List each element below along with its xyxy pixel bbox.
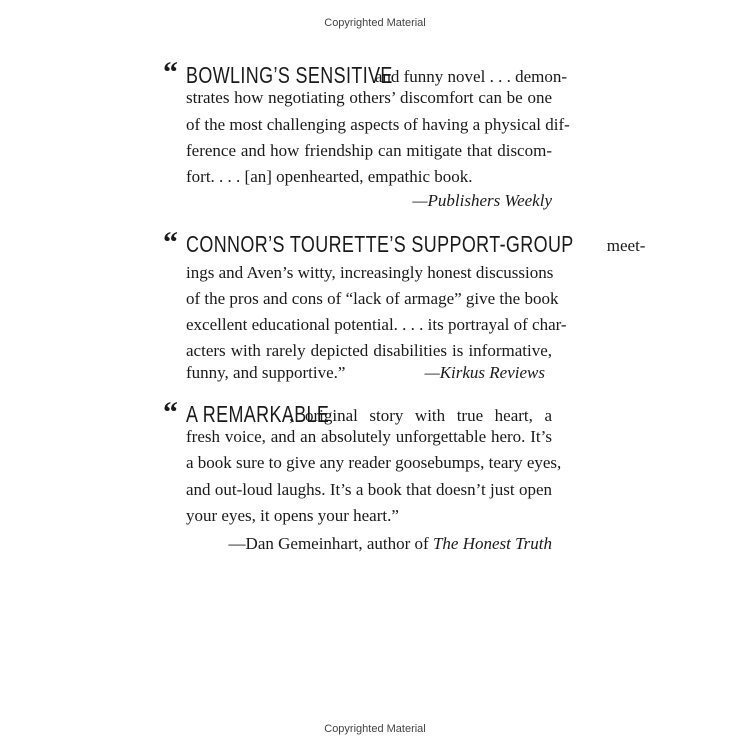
quote-line: fort. . . . [an] openhearted, empathic book. <box>186 167 473 186</box>
quote-line: strates how negotiating others’ discomfort can be one <box>186 88 552 107</box>
quote-line <box>186 231 646 257</box>
quote-text: and funny novel . . . demon- <box>370 67 567 86</box>
quote-line: ference and how friendship can mitigate that discom- <box>186 141 552 160</box>
quote-attribution: —Kirkus Reviews <box>424 363 545 382</box>
quote-line <box>186 62 567 88</box>
quote-attribution: —Publishers Weekly <box>412 191 552 210</box>
quote-line: acters with rarely depicted disabilities is informative, <box>186 341 552 360</box>
quote-lead: A REMARKABLE <box>186 401 330 427</box>
copyright-header: Copyrighted Material <box>324 17 426 29</box>
quote-text: , original story with true heart, a <box>289 406 552 425</box>
quote-line: of the pros and cons of “lack of armage” give the book <box>186 289 559 308</box>
quote-line: your eyes, it opens your heart.” <box>186 506 399 525</box>
copyright-footer: Copyrighted Material <box>324 723 426 735</box>
attribution-book-title: The Honest Truth <box>432 534 552 553</box>
quote-attribution <box>186 534 552 560</box>
quote-line: fresh voice, and an absolutely unforgettable hero. It’s <box>186 427 552 446</box>
quote-line: and out-loud laughs. It’s a book that doesn’t just open <box>186 480 552 499</box>
quote-lead: CONNOR’S TOURETTE’S SUPPORT-GROUP <box>186 231 574 257</box>
quote-mark-icon: “ <box>163 56 178 89</box>
quote-mark-icon: “ <box>163 396 178 429</box>
quote-line: funny, and supportive.” <box>186 363 346 382</box>
quote-text: meet- <box>602 236 646 255</box>
quote-line <box>186 401 552 427</box>
quote-line: ings and Aven’s witty, increasingly honest discussions <box>186 263 554 282</box>
quote-mark-icon: “ <box>163 226 178 259</box>
quote-line: a book sure to give any reader goosebumps, teary eyes, <box>186 453 562 472</box>
quote-line: excellent educational potential. . . . its portrayal of char- <box>186 315 567 334</box>
quote-line: of the most challenging aspects of having a physical dif- <box>186 115 570 134</box>
quote-lead: BOWLING’S SENSITIVE <box>186 62 393 88</box>
attribution-author: —Dan Gemeinhart, author of <box>228 534 433 553</box>
